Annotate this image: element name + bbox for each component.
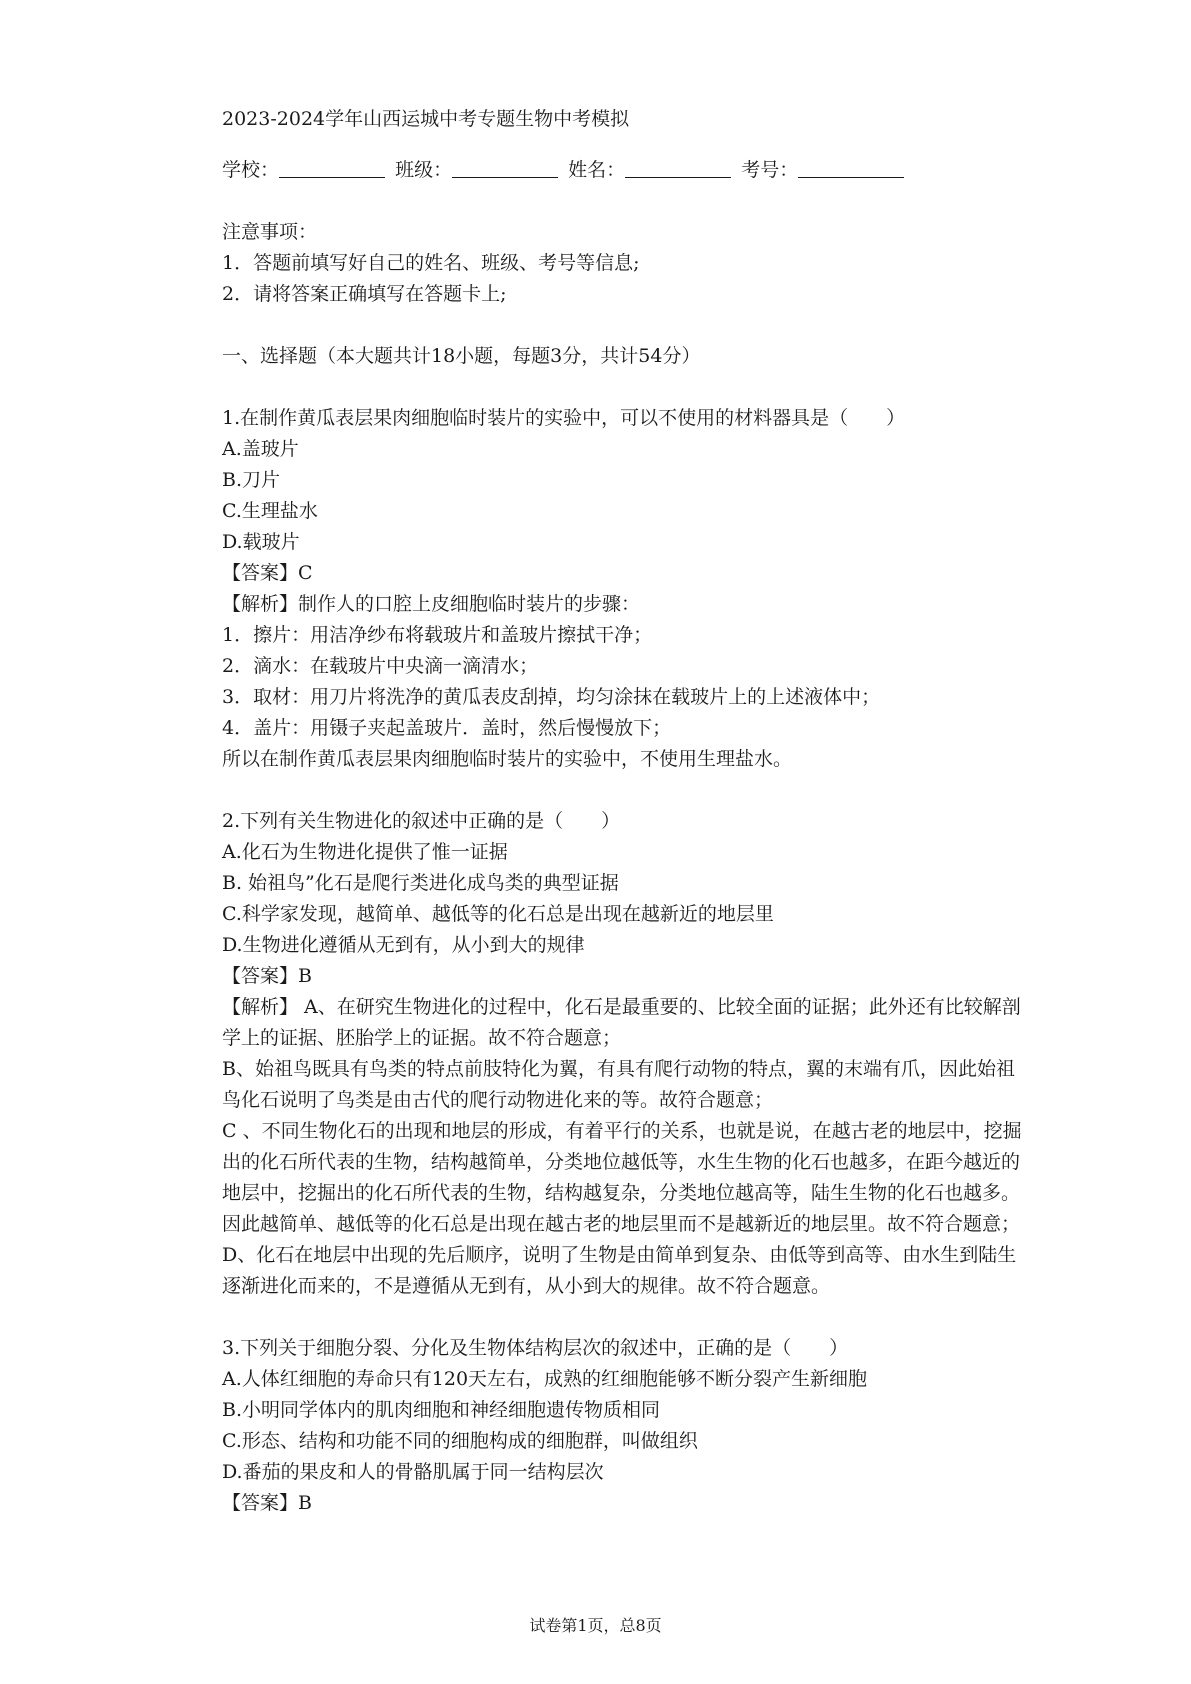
question-stem: 3.下列关于细胞分裂、分化及生物体结构层次的叙述中，正确的是（ ） [222,1337,849,1359]
question-option: D.番茄的果皮和人的骨骼肌属于同一结构层次 [222,1461,604,1483]
class-field[interactable] [452,155,558,178]
question-stem: 1.在制作黄瓜表层果肉细胞临时装片的实验中，可以不使用的材料器具是（ ） [222,407,906,429]
question-option: C.形态、结构和功能不同的细胞构成的细胞群，叫做组织 [222,1430,698,1452]
question-option: C.生理盐水 [222,500,318,522]
question-option: A.盖玻片 [222,438,299,460]
notice-heading: 注意事项： [222,221,318,243]
analysis-line: 4．盖片：用镊子夹起盖玻片．盖时，然后慢慢放下； [222,717,672,739]
notice-item: 1．答题前填写好自己的姓名、班级、考号等信息; [222,252,640,274]
name-field[interactable] [625,155,731,178]
page-footer: 试卷第1页，总8页 [529,1616,662,1635]
school-label: 学校： [222,159,280,181]
analysis-line: 【解析】制作人的口腔上皮细胞临时装片的步骤： [222,593,641,615]
notice-item: 2．请将答案正确填写在答题卡上; [222,283,507,305]
exam-title: 2023-2024学年山西运城中考专题生物中考模拟 [222,108,630,130]
question-stem: 2.下列有关生物进化的叙述中正确的是（ ） [222,810,621,832]
question-option: D.载玻片 [222,531,300,553]
analysis-paragraph: 【解析】 A、在研究生物进化的过程中，化石是最重要的、比较全面的证据；此外还有比较解剖学上的证据、胚胎学上的证据。故不符合题意； [222,996,1021,1049]
question-option: B.小明同学体内的肌肉细胞和神经细胞遗传物质相同 [222,1399,661,1421]
question-option: B. 始祖鸟”化石是爬行类进化成鸟类的典型证据 [222,872,619,894]
exam-number-label: 考号： [741,159,799,181]
exam-page [222,104,1022,1519]
analysis-line: 2．滴水：在载玻片中央滴一滴清水； [222,655,539,677]
analysis-paragraph: C 、不同生物化石的出现和地层的形成，有着平行的关系，也就是说，在越古老的地层中，挖掘出的化石所代表的生物，结构越简单，分类地位越低等，水生生物的化石也越多，在距今越近的地层中，挖掘出的化石所代表的生物，结构越复杂，分类地位越高等，陆生生物的化石也越多。因此越简单、越低等的化石总是出现在越古老的地层里而不是越新近的地层里。故不符合题意； [222,1120,1022,1235]
analysis-line: 所以在制作黄瓜表层果肉细胞临时装片的实验中，不使用生理盐水。 [222,748,793,770]
question-option: B.刀片 [222,469,281,491]
analysis-paragraph: D、化石在地层中出现的先后顺序，说明了生物是由简单到复杂、由低等到高等、由水生到陆生逐渐进化而来的，不是遵循从无到有，从小到大的规律。故不符合题意。 [222,1244,1017,1297]
school-field[interactable] [279,155,385,178]
analysis-line: 1．擦片：用洁净纱布将载玻片和盖玻片擦拭干净； [222,624,653,646]
question-option: A.人体红细胞的寿命只有120天左右，成熟的红细胞能够不断分裂产生新细胞 [222,1368,868,1390]
question-answer: 【答案】B [222,965,312,987]
class-label: 班级： [395,159,453,181]
question-option: C.科学家发现，越简单、越低等的化石总是出现在越新近的地层里 [222,903,774,925]
exam-number-field[interactable] [798,155,904,178]
name-label: 姓名： [568,159,626,181]
question-answer: 【答案】B [222,1492,312,1514]
question-option: A.化石为生物进化提供了惟一证据 [222,841,508,863]
info-fields [222,155,1022,186]
section-heading: 一、选择题（本大题共计18小题，每题3分，共计54分） [222,345,701,367]
analysis-line: 3．取材：用刀片将洗净的黄瓜表皮刮掉，均匀涂抹在载玻片上的上述液体中； [222,686,881,708]
analysis-paragraph: B、始祖鸟既具有鸟类的特点前肢特化为翼，有具有爬行动物的特点，翼的末端有爪，因此始祖鸟化石说明了鸟类是由古代的爬行动物进化来的等。故符合题意； [222,1058,1015,1111]
question-answer: 【答案】C [222,562,313,584]
question-option: D.生物进化遵循从无到有，从小到大的规律 [222,934,585,956]
